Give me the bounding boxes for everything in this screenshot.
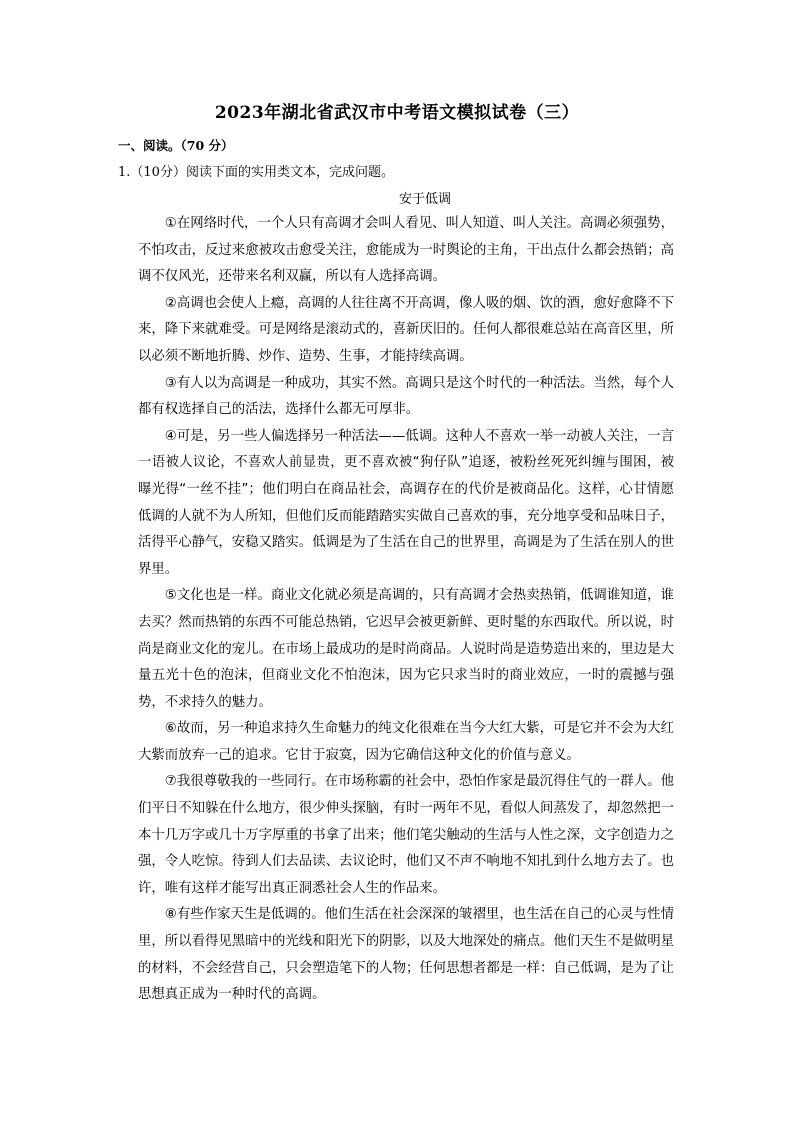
article-paragraph: ④可是，另一些人偏选择另一种活法——低调。这种人不喜欢一举一动被人关注，一言一语被人议论，不喜欢人前显贵，更不喜欢被“狗仔队”追逐，被粉丝死死纠缠与围困，被曝光得“一丝不挂”；他们明白在商品社会，高调存在的代价是被商品化。这样，心甘情愿低调的人就不为人所知，但他们反而能踏踏实实做自己喜欢的事，充分地享受和品味日子，活得平心静气，安稳又踏实。低调是为了生活在自己的世界里，高调是为了生活在别人的世界里。 — [138, 428, 674, 577]
article-paragraph: ⑤文化也是一样。商业文化就必须是高调的，只有高调才会热卖热销，低调谁知道，谁去买？然而热销的东西不可能总热销，它迟早会被更新鲜、更时髦的东西取代。所以说，时尚是商业文化的宠儿。在市场上最成功的是时尚商品。人说时尚是造势造出来的，里边是大量五光十色的泡沫，但商业文化不怕泡沫，因为它只求当时的商业效应，一时的震撼与强势，不求持久的魅力。 — [138, 588, 674, 710]
article-paragraph: ②高调也会使人上瘾，高调的人往往离不开高调，像人吸的烟、饮的酒，愈好愈降不下来，降下来就难受。可是网络是滚动式的，喜新厌旧的。任何人都很难总站在高音区里，所以必须不断地折腾、炒作、造势、生事，才能持续高调。 — [138, 295, 674, 364]
exam-title: 2023年湖北省武汉市中考语文模拟试卷（三） — [214, 103, 580, 123]
article-paragraph: ⑦我很尊敬我的一些同行。在市场称霸的社会中，恐怕作家是最沉得住气的一群人。他们平日不知躲在什么地方，很少伸头探脑，有时一两年不见，看似人间蒸发了，却忽然把一本十几万字或几十万字厚重的书拿了出来；他们笔尖触动的生活与人性之深，文字创造力之强，令人吃惊。待到人们去品读、去议论时，他们又不声不响地不知扎到什么地方去了。也许，唯有这样才能写出真正洞悉社会人生的作品来。 — [138, 774, 674, 896]
question-prompt: 1.（10分）阅读下面的实用类文本，完成问题。 — [118, 165, 394, 180]
article-title: 安于低调 — [398, 192, 451, 207]
article-paragraph: ①在网络时代，一个人只有高调才会叫人看见、叫人知道、叫人关注。高调必须强势，不怕攻击，反过来愈被攻击愈受关注，愈能成为一时舆论的主角，干出点什么都会热销；高调不仅风光，还带来名利双赢，所以有人选择高调。 — [138, 216, 674, 285]
article-body — [138, 211, 674, 1009]
section-heading: 一、阅读。（70 分） — [118, 138, 234, 153]
article-paragraph: ⑧有些作家天生是低调的。他们生活在社会深深的皱褶里，也生活在自己的心灵与性情里，所以看得见黑暗中的光线和阳光下的阴影，以及大地深处的痛点。他们天生不是做明星的材料，不会经营自己，只会塑造笔下的人物；任何思想者都是一样：自己低调，是为了让思想真正成为一种时代的高调。 — [138, 907, 674, 1003]
article-paragraph: ⑥故而，另一种追求持久生命魅力的纯文化很难在当今大红大紫，可是它并不会为大红大紫而放弃一己的追求。它甘于寂寞，因为它确信这种文化的价值与意义。 — [138, 721, 674, 763]
article-paragraph: ③有人以为高调是一种成功，其实不然。高调只是这个时代的一种活法。当然，每个人都有权选择自己的活法，选择什么都无可厚非。 — [138, 375, 674, 418]
